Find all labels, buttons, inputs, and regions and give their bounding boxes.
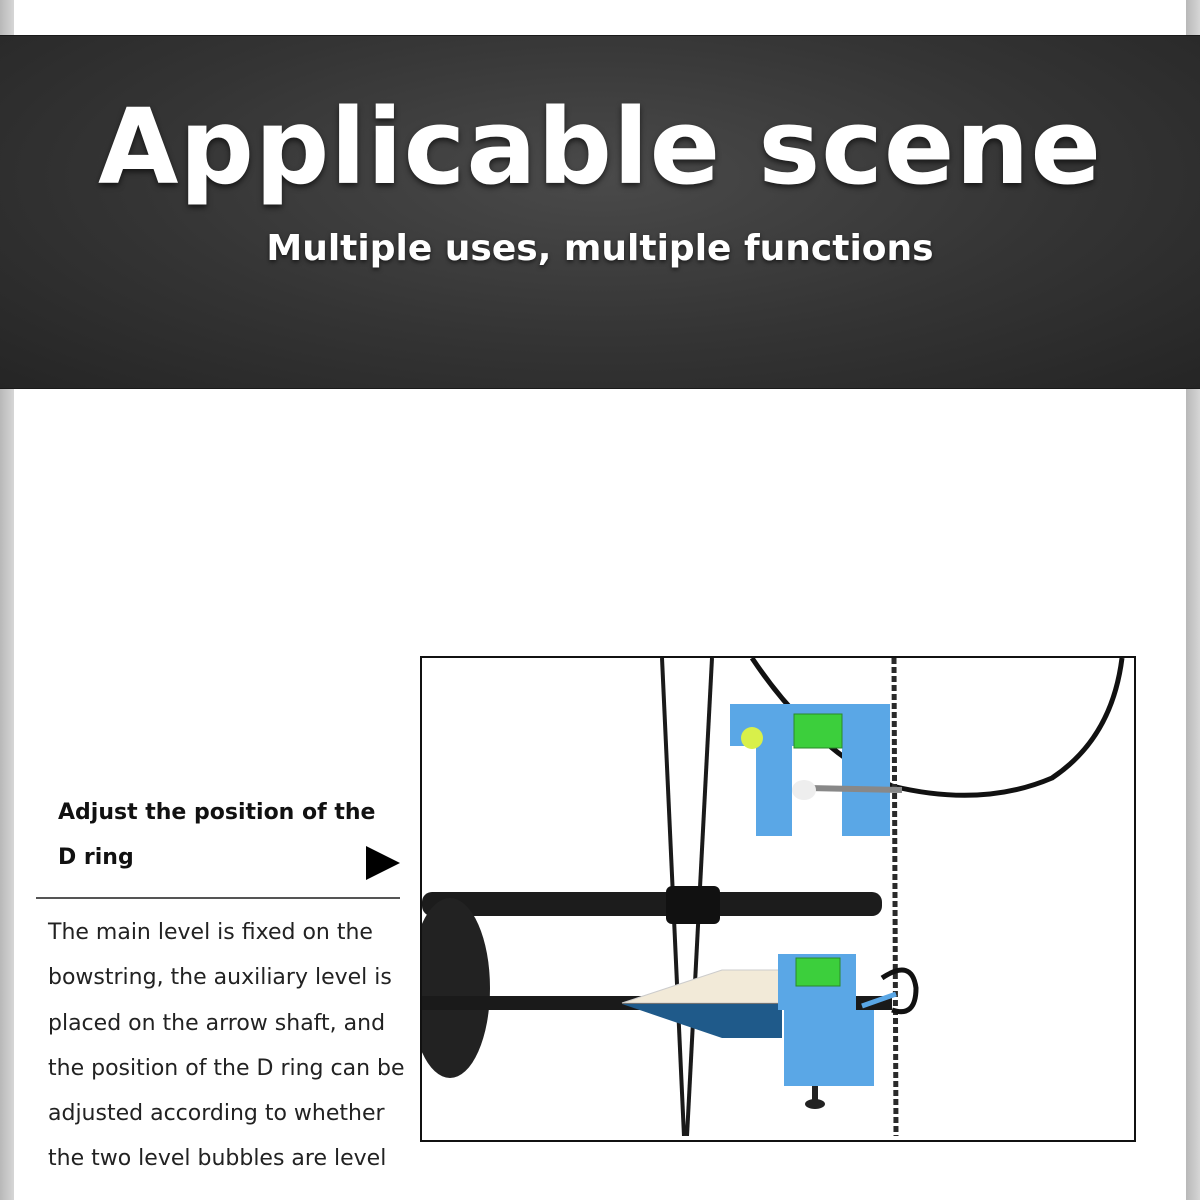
banner-title: Applicable scene bbox=[98, 86, 1102, 208]
arrow-vane-white bbox=[622, 970, 782, 1003]
feature-description: The main level is fixed on the bowstring, the auxiliary level is placed on the arrow shaft, and the position of the D ring can be adjusted according to whether the two level bubbles are level bbox=[48, 920, 405, 1172]
bowstring-right bbox=[894, 658, 896, 1136]
feature-heading: Adjust the position of the D ring bbox=[58, 800, 376, 870]
heading-divider bbox=[36, 897, 400, 899]
stabilizer-rod bbox=[422, 892, 882, 916]
product-photo bbox=[420, 656, 1136, 1142]
rod-clamp bbox=[666, 886, 720, 924]
banner-subtitle: Multiple uses, multiple functions bbox=[266, 228, 934, 269]
header-banner bbox=[0, 35, 1200, 389]
arrow-vane-blue bbox=[622, 1004, 782, 1038]
main-level bbox=[730, 704, 902, 836]
bowstring-level-illustration bbox=[422, 658, 1130, 1136]
pointer-arrow-icon bbox=[366, 846, 400, 880]
auxiliary-level bbox=[778, 954, 874, 1109]
sight-wheel bbox=[422, 898, 490, 1078]
